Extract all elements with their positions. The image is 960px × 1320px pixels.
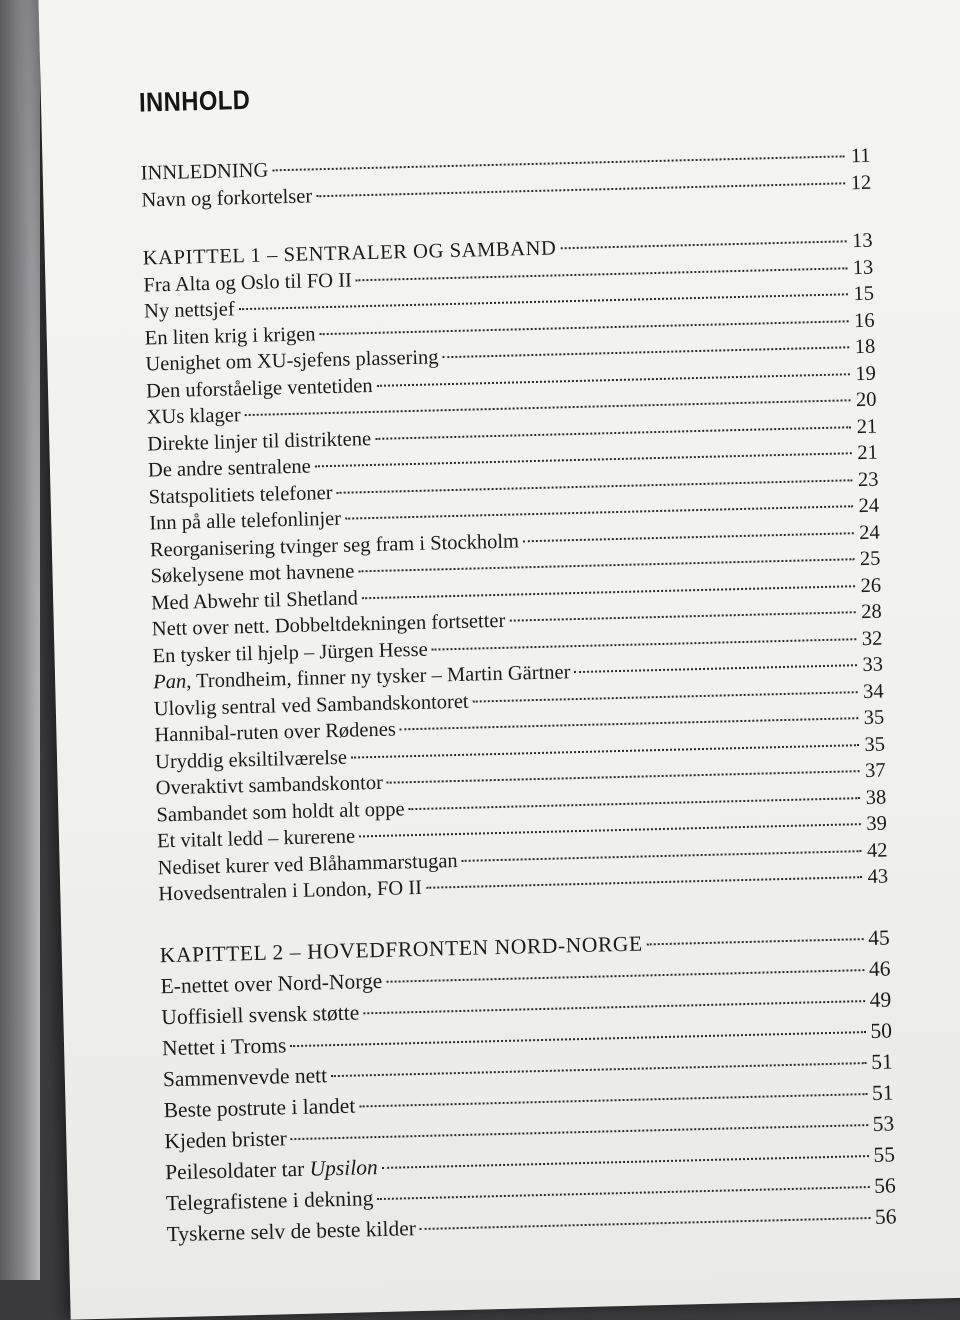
toc-entry-title-text: Nediset kurer ved Blåhammarstugan	[157, 849, 458, 879]
toc-entry-title	[143, 267, 352, 299]
toc-page-number: 33	[862, 653, 884, 677]
dot-leader	[432, 638, 857, 650]
toc-entry-title-text: Ny nettsjef	[143, 298, 235, 323]
toc-entry-title-text: Telegrafistene i dekning	[165, 1185, 374, 1215]
toc-page-number: 38	[865, 786, 887, 809]
dot-leader	[647, 938, 864, 945]
toc-sections	[140, 143, 896, 1250]
toc-entry-title-text: Hannibal-ruten over Rødenes	[154, 718, 397, 747]
dot-leader	[291, 1124, 868, 1140]
toc-entry-title-text: Hovedsentralen i London, FO II	[158, 876, 423, 906]
toc-entry-title-text: KAPITTEL 2 – HOVEDFRONTEN NORD-NORGE	[159, 931, 644, 967]
toc-section	[140, 143, 871, 214]
toc-entry-title-text: Sambandet som holdt alt oppe	[156, 797, 405, 826]
dot-leader	[377, 1186, 869, 1200]
toc-entry-title-text: Peilesoldater tar	[164, 1156, 310, 1184]
toc-entry-title-text: Ulovlig sentral ved Sambandskontoret	[153, 690, 469, 720]
dot-leader	[319, 320, 848, 335]
toc-entry-title	[146, 372, 373, 404]
toc-entry-title-text: KAPITTEL 1 – SENTRALER OG SAMBAND	[142, 237, 557, 270]
toc-page-number: 51	[870, 1048, 893, 1074]
toc-page-number: 13	[852, 256, 874, 279]
toc-page-number: 19	[855, 362, 877, 385]
dot-leader	[356, 267, 847, 281]
toc-page-number: 25	[859, 547, 881, 571]
toc-page-number: 21	[857, 441, 879, 465]
dot-leader	[359, 823, 861, 837]
toc-entry-title-text: Beste postrute i landet	[163, 1093, 356, 1122]
toc-entry-title-text: En tysker til hjelp – Jürgen Hesse	[152, 638, 428, 667]
toc-entry-title	[166, 1183, 374, 1219]
toc-page-number: 43	[867, 865, 889, 888]
toc-page-number: 11	[850, 144, 871, 168]
toc-entry-title-text: Tyskerne selv de beste kilder	[166, 1215, 417, 1246]
toc-entry-title-text: Statspolitiets telefoner	[148, 481, 333, 508]
dot-leader	[239, 293, 848, 310]
dot-leader	[362, 585, 855, 599]
toc-entry-title-text: Uoffisiell svensk støtte	[161, 999, 360, 1029]
toc-page-number: 39	[866, 812, 888, 836]
toc-entry-title	[164, 1123, 287, 1157]
table-of-contents	[139, 70, 898, 1282]
toc-entry-title-italic: Pan	[152, 670, 187, 694]
toc-entry-title-text: Med Abwehr til Shetland	[150, 586, 359, 614]
toc-page-number: 53	[872, 1110, 895, 1136]
toc-page-number: 15	[853, 282, 875, 306]
dot-leader	[387, 770, 860, 784]
toc-section	[143, 228, 889, 908]
toc-page-number: 28	[860, 600, 882, 624]
toc-entry-title-text: XUs klager	[146, 404, 241, 429]
dot-leader	[523, 532, 854, 542]
toc-entry-title	[144, 321, 315, 352]
toc-page-number: 35	[863, 706, 885, 730]
toc-page-number: 23	[857, 468, 879, 491]
toc-page-number: 16	[853, 309, 875, 332]
toc-entry-title	[144, 296, 235, 325]
toc-entry-title	[161, 997, 360, 1033]
dot-leader	[331, 1062, 867, 1077]
toc-entry-title-text: , Trondheim, finner ny tysker – Martin Gärtner	[185, 661, 571, 693]
dot-leader	[509, 611, 855, 621]
toc-entry-title-text: Den uforståelige ventetiden	[145, 374, 373, 402]
dot-leader	[420, 1217, 871, 1230]
dot-leader	[473, 691, 858, 702]
toc-entry-title	[147, 426, 371, 458]
toc-page-number: 45	[867, 924, 890, 950]
dot-leader	[358, 558, 854, 572]
dot-leader	[351, 744, 859, 758]
toc-entry-title	[158, 875, 422, 908]
toc-page-number: 42	[866, 839, 888, 862]
toc-page-number: 18	[854, 335, 876, 359]
toc-entry-title-text: Uryddig eksiltilværelse	[154, 746, 348, 773]
toc-page-number: 26	[860, 574, 882, 597]
toc-entry-title-text: Nettet i Troms	[161, 1032, 287, 1060]
toc-page-number: 46	[868, 955, 891, 981]
dot-leader	[375, 426, 851, 440]
toc-page-number: 24	[858, 494, 880, 518]
dot-leader	[315, 452, 852, 467]
toc-page-number: 55	[873, 1141, 896, 1167]
toc-page-number: 32	[861, 627, 883, 650]
dot-leader	[359, 1093, 867, 1107]
dot-leader	[386, 969, 864, 983]
toc-entry-title-text: Sammenvevde nett	[162, 1062, 328, 1091]
toc-entry-title-text: Reorganisering tvinger seg fram i Stockholm	[149, 529, 520, 561]
toc-page-number: 35	[864, 733, 886, 756]
dot-leader	[345, 505, 853, 519]
toc-entry-title-text: Kjeden brister	[164, 1125, 288, 1153]
toc-entry-title-text: En liten krig i krigen	[144, 322, 316, 349]
toc-entry-title	[163, 1060, 328, 1095]
dot-leader	[400, 717, 859, 730]
dot-leader	[316, 182, 845, 197]
toc-page-number: 24	[858, 521, 881, 544]
dot-leader	[377, 373, 850, 387]
toc-page-number: 56	[873, 1172, 896, 1198]
toc-entry-title-text: Søkelysene mot havnene	[150, 560, 355, 588]
dot-leader	[574, 664, 857, 673]
toc-entry-title-text: INNLEDNING	[140, 159, 269, 185]
toc-section	[159, 922, 896, 1250]
dot-leader	[336, 479, 852, 494]
dot-leader	[363, 1000, 865, 1014]
dot-leader	[443, 346, 850, 358]
toc-page-number: 49	[869, 986, 892, 1012]
toc-entry-title-text: Nett over nett. Dobbeltdekningen fortsetter	[151, 609, 506, 641]
toc-entry-title	[163, 1090, 355, 1126]
dot-leader	[245, 399, 851, 416]
toc-page-number: 21	[856, 415, 878, 438]
book-page	[38, 0, 960, 1320]
toc-entry-title-text: Overaktivt sambandskontor	[155, 771, 384, 800]
toc-entry-title-italic: Upsilon	[309, 1154, 378, 1181]
toc-entry-title	[162, 1030, 287, 1064]
dot-leader	[272, 155, 844, 171]
toc-entry-title-text: Inn på alle telefonlinjer	[149, 507, 342, 535]
toc-entry-title	[140, 157, 268, 187]
dot-leader	[290, 1031, 866, 1047]
dot-leader	[409, 797, 861, 810]
toc-entry-title	[148, 453, 311, 483]
toc-page-number: 37	[864, 759, 886, 783]
toc-heading: INNHOLD	[138, 84, 251, 118]
toc-page-number: 50	[870, 1017, 893, 1043]
toc-entry-title-text: E-nettet over Nord-Norge	[160, 968, 383, 998]
toc-entry-title	[141, 183, 312, 214]
toc-page-number: 13	[851, 229, 873, 253]
toc-page-number: 51	[871, 1079, 894, 1105]
toc-entry-title-text: Et vitalt ledd – kurerene	[156, 825, 356, 853]
dot-leader	[426, 876, 862, 889]
toc-entry-title-text: Fra Alta og Oslo til FO II	[143, 268, 353, 297]
toc-page-number: 20	[855, 388, 877, 412]
toc-page-number: 34	[862, 680, 884, 703]
toc-page-number: 12	[850, 171, 872, 194]
toc-entry-title-text: Uenighet om XU-sjefens plassering	[145, 346, 439, 376]
dot-leader	[462, 850, 862, 862]
toc-entry-title	[166, 1213, 416, 1250]
dot-leader	[382, 1155, 869, 1169]
toc-entry-title-text: Navn og forkortelser	[141, 184, 313, 212]
toc-page-number: 56	[874, 1203, 897, 1229]
toc-entry-title	[146, 402, 241, 431]
book-gutter	[0, 0, 40, 1280]
toc-entry-title-text: Direkte linjer til distriktene	[147, 427, 372, 455]
dot-leader	[560, 240, 846, 249]
toc-entry-title-text: De andre sentralene	[147, 455, 312, 482]
